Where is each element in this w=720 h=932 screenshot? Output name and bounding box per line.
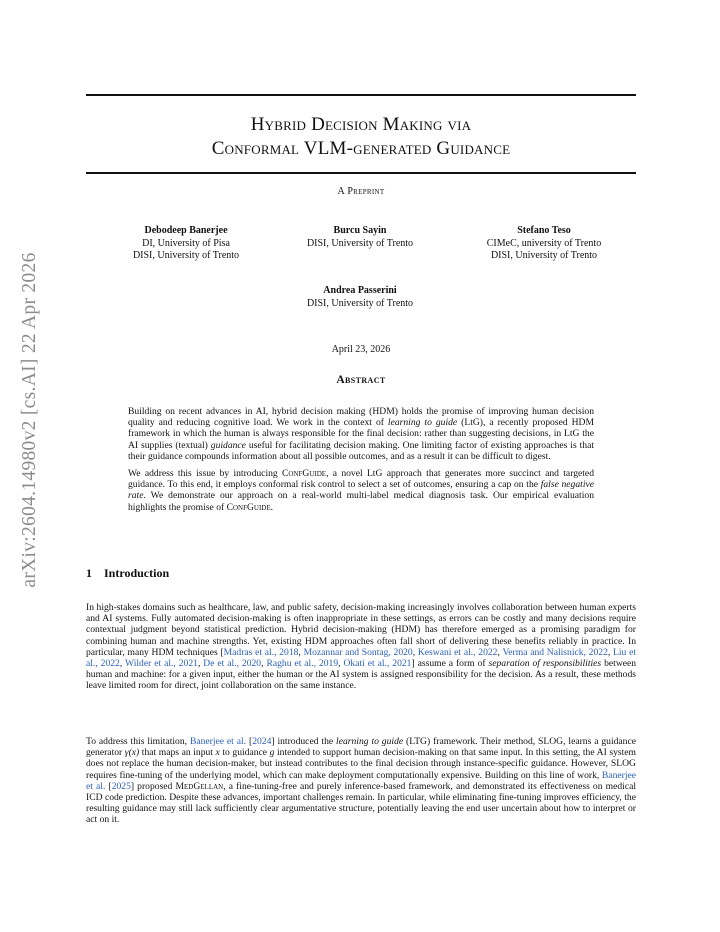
emphasis: learning to guide — [387, 417, 458, 429]
author-name: Debodeep Banerjee — [144, 225, 228, 236]
math: x — [215, 747, 220, 759]
author-name: Stefano Teso — [517, 225, 571, 236]
citation-link[interactable]: Verma and Nalisnick, 2022 — [502, 646, 608, 658]
citation-link[interactable]: Okati et al., 2021 — [343, 658, 412, 670]
abstract-body — [128, 406, 594, 519]
author-affiliation: DISI, University of Trento — [490, 250, 598, 261]
author-block-1 — [106, 225, 266, 263]
citation-link[interactable]: Madras et al., 2018 — [223, 646, 299, 658]
text-run: between human and machine: for a given input, either the human or the AI system is assigned responsibility for the decision. As a result, these methods leave limited room for direct, joint collaboration on the same instance. — [86, 658, 637, 692]
author-affiliation: DISI, University of Trento — [132, 250, 240, 261]
citation-link[interactable]: Banerjee et al. — [86, 769, 636, 792]
text-run: [ — [246, 736, 253, 747]
text-run: . We demonstrate our approach on a real-world multi-label medical diagnosis task. Our empirical evaluation highlights the promise of — [128, 490, 594, 513]
author-name: Burcu Sayin — [333, 225, 387, 236]
citation-link[interactable]: De et al., 2020 — [203, 658, 262, 670]
intro-paragraph-1: In high-stakes domains such as healthcare, law, and public safety, decision-making increasingly involves collaboration between human experts and AI systems. Fully automated decision-making is often inappropriate in these settings, as errors can be costly and many decisions require contextual judgment beyond statistical prediction. Hybrid decision-making (HDM) has therefore emerged as a promising paradigm for combining human and machine strengths. Yet, existing HDM approaches often fall short of delivering these benefits reliably in practice. In particular, many HDM techniques [Madras et al., 2018, Mozannar and Sontag, 2020, Keswani et al., 2022, Verma and Nalisnick, 2022, Liu et al., 2022, Wilder et al., 2021, De et al., 2020, Raghu et al., 2019, Okati et al., 2021] assume a form of separation of responsibilities between human and machine: for a given input, either the human or the AI system is assigned responsibility for the decision. As a result, these methods leave limited room for direct, joint collaboration on the same instance. — [86, 602, 637, 692]
emphasis: false negative rate — [128, 479, 594, 502]
text-run: , a fine-tuning-free and purely inference-based framework, and demonstrated its effectiveness on medical ICD code prediction. Despite these advances, important challenges remain. In particular, while eliminating fine-tuning improves efficiency, the resulting guidance may still lack sufficiently clear argumentative structure, potentially leaving the end user uncertain about how to interpret or act on it. — [86, 780, 636, 826]
citation-link[interactable]: Mozannar and Sontag, 2020 — [303, 646, 413, 658]
text-run: (LTG) framework. Their method, SLOG, learns a guidance generator — [86, 736, 636, 759]
text-run: useful for facilitating decision making. One limiting factor of existing approaches is that their guidance compounds information about all possible outcomes, and as a result it can be difficult to digest. — [128, 439, 594, 462]
arxiv-identifier: arXiv:2604.14980v2 [cs.AI] 22 Apr 2026 — [19, 252, 40, 588]
citation-link[interactable]: Liu et al., 2022 — [86, 646, 636, 670]
text-run: that maps an input — [139, 747, 216, 759]
citation-link[interactable]: Wilder et al., 2021 — [125, 658, 198, 670]
section-title: Introduction — [104, 566, 170, 580]
emphasis: learning to guide — [336, 736, 404, 747]
math: g — [269, 747, 275, 759]
section-number: 1 — [86, 566, 92, 580]
intro-paragraph-2 — [86, 736, 636, 826]
text-run: In high-stakes domains such as healthcare, law, and public safety, decision-making increasingly involves collaboration between human experts and AI systems. Fully automated decision-making is often inappropriate in these settings, as errors can be costly and many decisions require contextual judgment beyond statistical prediction. Hybrid decision-making (HDM) has therefore emerged as a promising paradigm for combining human and machine strengths. Yet, existing HDM approaches often fall short of delivering these benefits reliably in practice. In particular, many HDM techniques [ — [86, 602, 636, 658]
paper-title — [86, 113, 636, 161]
citation-link[interactable]: Raghu et al., 2019 — [266, 658, 339, 670]
citation-link[interactable]: Keswani et al., 2022 — [417, 646, 498, 658]
text-run: To address this limitation, — [86, 736, 190, 747]
abstract-paragraph — [128, 468, 594, 513]
text-run: to guidance — [219, 747, 270, 759]
method-name: ConfGuide — [226, 501, 271, 513]
title-rule-bottom — [86, 172, 636, 174]
author-name: Andrea Passerini — [323, 285, 397, 296]
author-block-4 — [280, 285, 440, 310]
title-line-1: Hybrid Decision Making via — [250, 114, 472, 135]
text-run: . — [270, 501, 274, 513]
citation-link[interactable]: Banerjee et al. — [189, 736, 247, 747]
abstract-paragraph — [128, 406, 594, 462]
text-run: (LtG), a recently proposed HDM framework in which the human is always responsible for the final decision: rather than suggesting decisions, in LtG the AI supplies (textual) — [128, 417, 595, 451]
author-block-2 — [280, 225, 440, 250]
section-heading — [86, 566, 169, 581]
method-name: ConfGuide — [282, 468, 327, 480]
abstract-heading: Abstract — [336, 374, 386, 386]
title-rule-top — [86, 94, 636, 96]
author-affiliation: CIMeC, university of Trento — [486, 237, 602, 249]
arxiv-sidebar — [10, 200, 50, 640]
text-run: ] proposed — [130, 780, 176, 792]
citation-year-link[interactable]: 2024 — [252, 736, 272, 747]
title-line-2: Conformal VLM-generated Guidance — [211, 138, 511, 159]
author-affiliation: DI, University of Pisa — [142, 237, 230, 249]
method-name: MedGellan — [175, 780, 224, 792]
text-run: ] introduced the — [271, 736, 337, 747]
emphasis: guidance — [210, 439, 246, 451]
text-run: [ — [105, 780, 112, 792]
author-affiliation: DISI, University of Trento — [306, 297, 414, 309]
author-block-3 — [454, 225, 634, 263]
text-run: intended to support human decision-making on that same input. In this setting, the AI system does not replace the human decision-maker, but instead contributes to the final decision through instance-specific guidance. However, SLOG requires fine-tuning of the underlying model, which can make deployment computationally expensive. Building on this line of work, — [86, 747, 636, 781]
citation-year-link[interactable]: 2025 — [111, 780, 131, 792]
text-run: We address this issue by introducing — [128, 468, 282, 480]
emphasis: separation of responsibilities — [488, 658, 602, 670]
math: γ(x) — [124, 747, 140, 759]
text-run: , a novel LtG approach that generates more succinct and targeted guidance. To this end, it employs conformal risk control to select a set of outcomes, ensuring a cap on the — [128, 468, 594, 491]
author-affiliation: DISI, University of Trento — [306, 237, 414, 249]
preprint-label: A Preprint — [337, 186, 385, 197]
text-run: Building on recent advances in AI, hybrid decision making (HDM) holds the promise of improving human decision quality and reducing cognitive load. We work in the context of — [128, 406, 594, 429]
paper-date: April 23, 2026 — [331, 344, 391, 355]
text-run: ] assume a form of — [411, 658, 489, 670]
